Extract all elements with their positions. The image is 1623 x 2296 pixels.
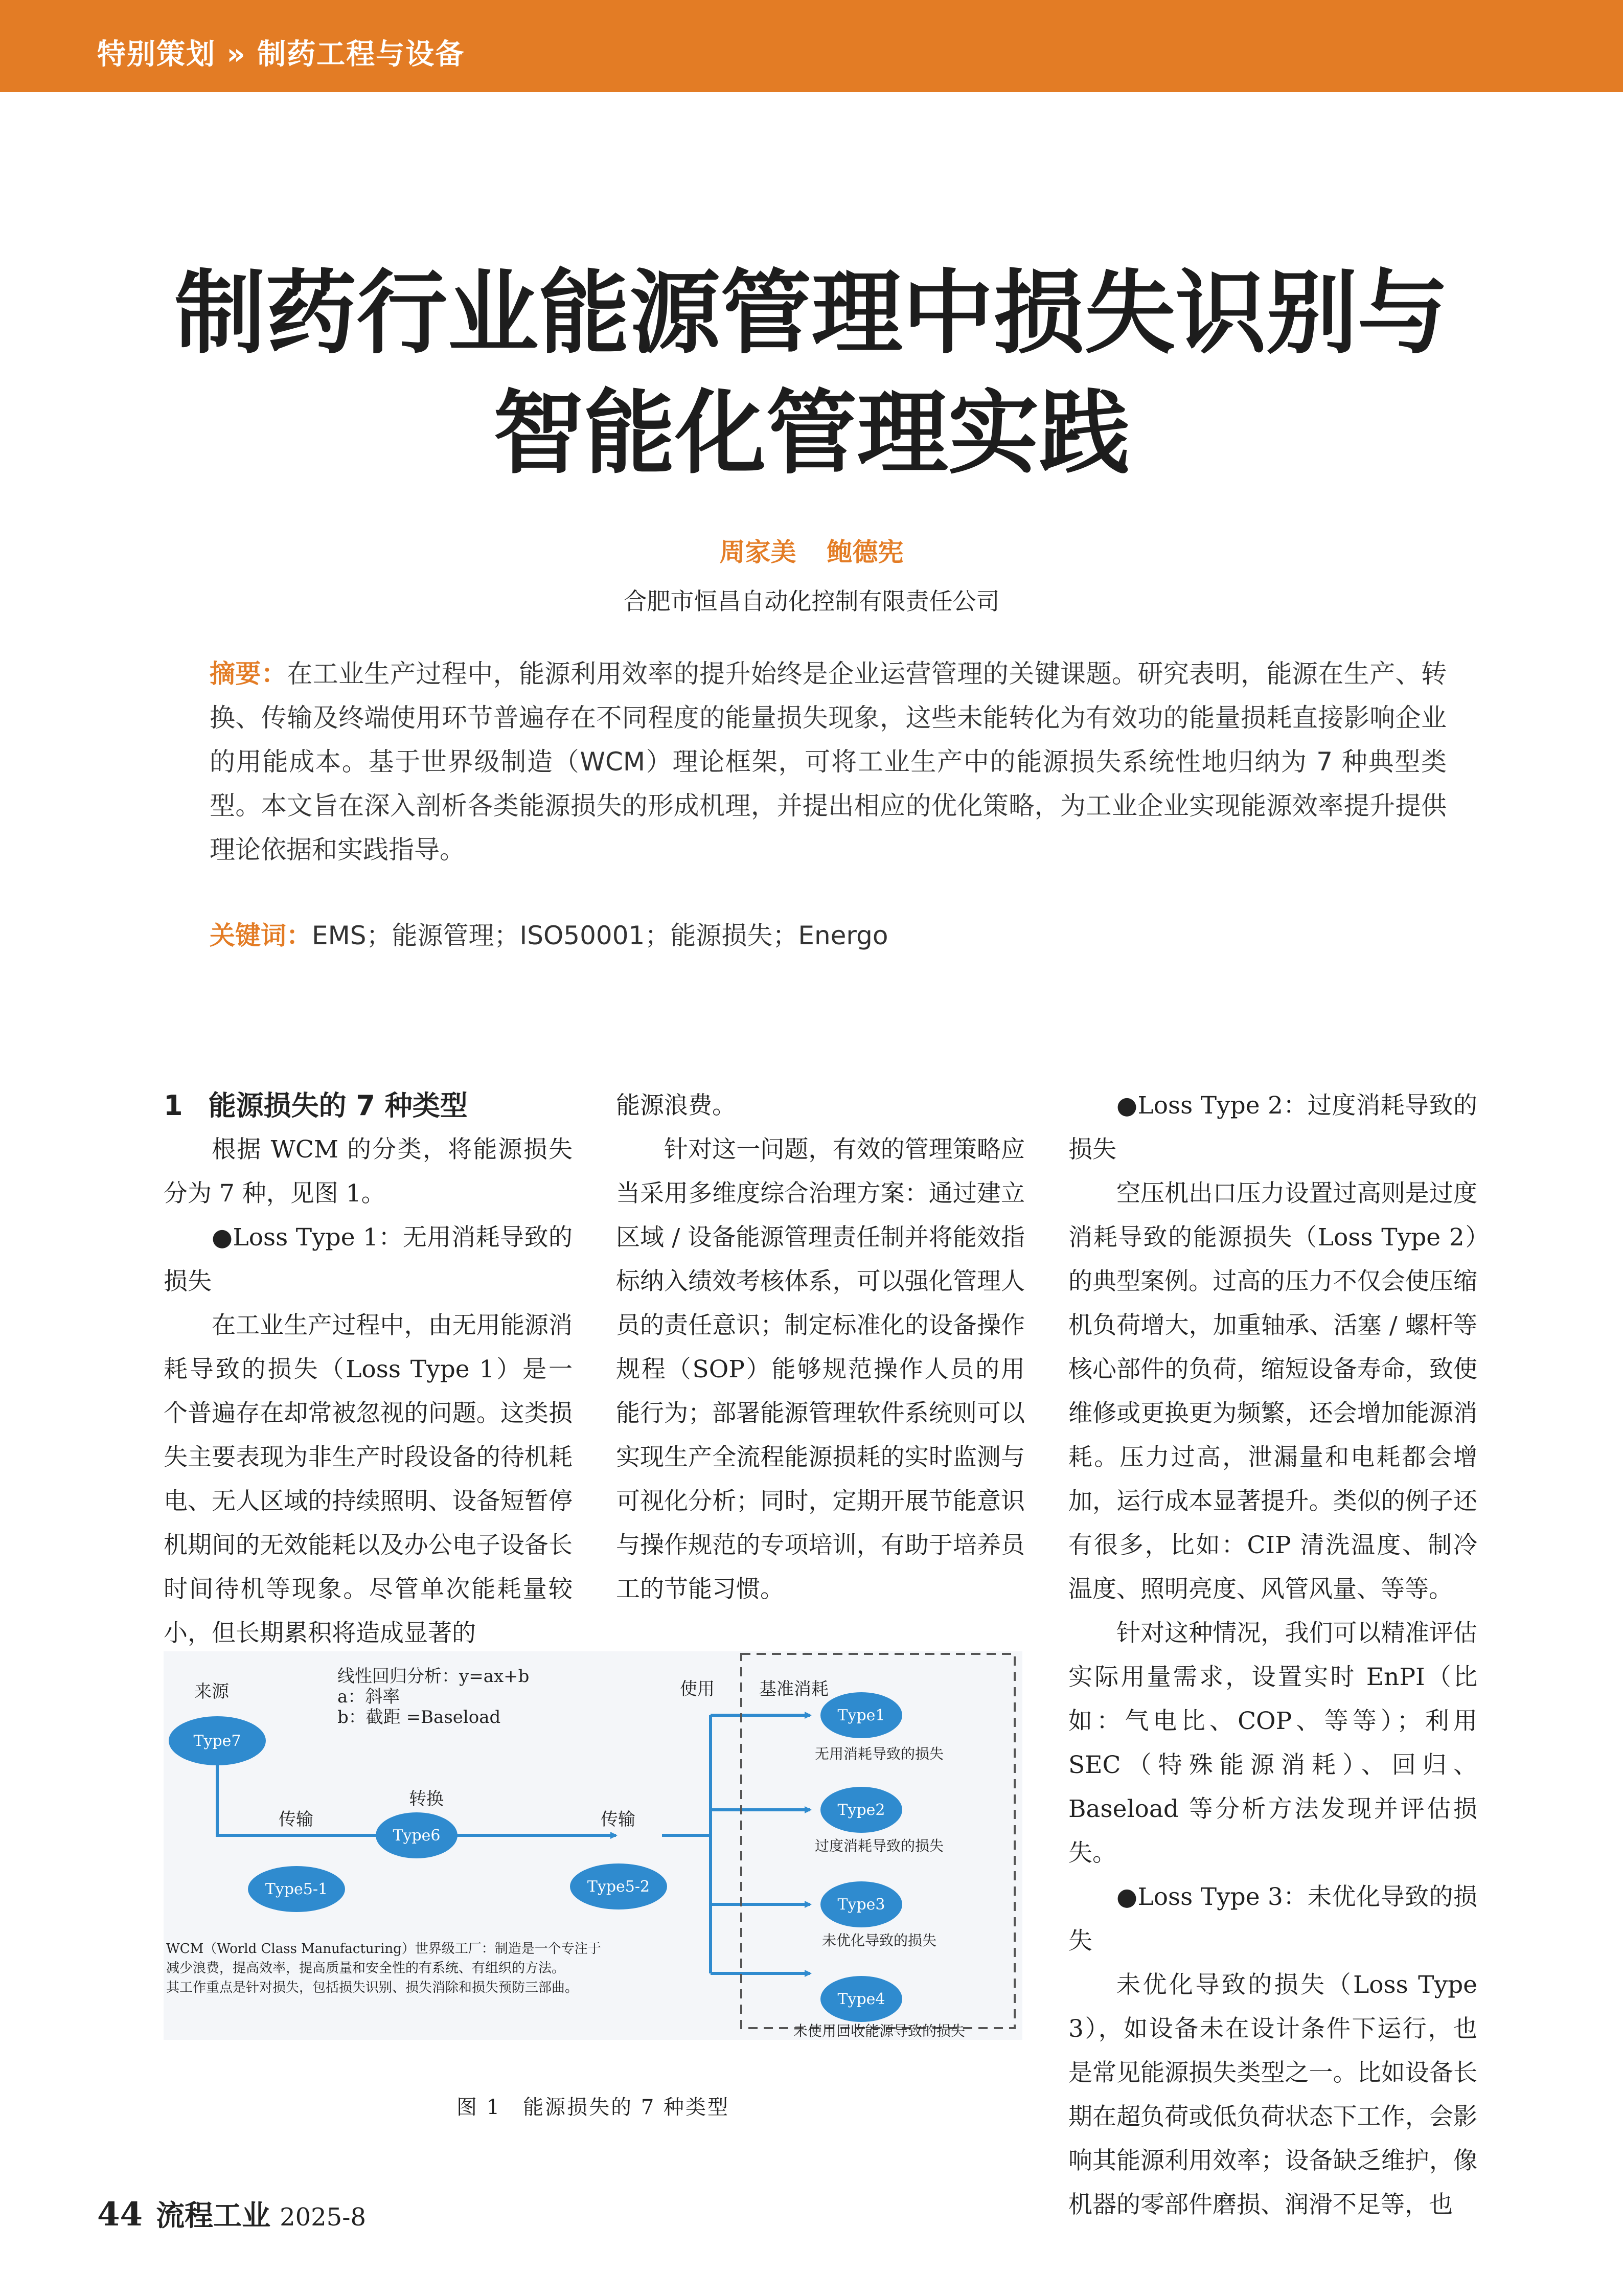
type4-description: 未使用回收能源导致的损失: [793, 2022, 966, 2039]
figure-caption: 图 1 能源损失的 7 种类型: [456, 2096, 730, 2119]
wcm-note-line-2: 减少浪费，提高效率，提高质量和安全性的有系统、有组织的方法。: [166, 1961, 565, 1976]
body-column-1: [164, 1084, 573, 1655]
affiliation: 合肥市恒昌自动化控制有限责任公司: [623, 587, 1000, 615]
author-1: 周家美: [719, 537, 796, 567]
issue-number: 2025-8: [280, 2203, 366, 2232]
type6-label: Type6: [393, 1827, 441, 1845]
section-heading: [164, 1084, 573, 1128]
paragraph: 空压机出口压力设置过高则是过度消耗导致的能源损失（Loss Type 2）的典型案例。过高的压力不仅会使压缩机负荷增大，加重轴承、活塞 / 螺杆等核心部件的负荷，缩短设备寿命，致使维修或更换更为频繁，还会增加能源消耗。压力过高，泄漏量和电耗都会增加，运行成本显著提升。类似的例子还有很多，比如：CIP 清洗温度、制冷温度、照明亮度、风管风量、等等。: [1068, 1179, 1477, 1603]
wcm-note-line-3: 其工作重点是针对损失，包括损失识别、损失消除和损失预防三部曲。: [166, 1980, 579, 1995]
title-line-2: 智能化管理实践: [493, 380, 1130, 486]
type1-label: Type1: [837, 1707, 885, 1724]
convert-label: 转换: [409, 1789, 444, 1809]
regression-line-2: a：斜率: [337, 1687, 400, 1707]
body-column-2: [616, 1084, 1025, 1611]
type1-description: 无用消耗导致的损失: [814, 1745, 944, 1762]
abstract-text: 在工业生产过程中，能源利用效率的提升始终是企业运营管理的关键课题。研究表明，能源在生产、转换、传输及终端使用环节普遍存在不同程度的能量损失现象，这些未能转化为有效功的能量损耗直接影响企业的用能成本。基于世界级制造（WCM）理论框架，可将工业生产中的能源损失系统性地归纳为 7 种典型类型。本文旨在深入剖析各类能源损失的形成机理，并提出相应的优化策略，为工业企业实现能源效率提升提供理论依据和实践指导。: [210, 659, 1447, 865]
source-label: 来源: [194, 1681, 229, 1702]
type2-description: 过度消耗导致的损失: [814, 1837, 944, 1854]
article-title: [0, 253, 1623, 493]
transfer-label-1: 传输: [279, 1809, 313, 1830]
authors: [0, 532, 1623, 569]
type3-description: 未优化导致的损失: [821, 1932, 937, 1949]
regression-line-3: b：截距 =Baseload: [337, 1707, 501, 1727]
type7-label: Type7: [193, 1732, 241, 1750]
abstract-label: 摘要：: [210, 659, 287, 689]
page-footer: [97, 2193, 366, 2234]
keywords: [210, 915, 1447, 952]
regression-line-1: 线性回归分析：y=ax+b: [337, 1666, 530, 1687]
section-label: 特别策划 » 制药工程与设备: [97, 38, 465, 71]
type2-label: Type2: [837, 1801, 885, 1819]
section-title: 能源损失的 7 种类型: [208, 1089, 468, 1122]
baseline-label: 基准消耗: [759, 1679, 829, 1699]
type5-2-label: Type5-2: [587, 1878, 650, 1896]
paragraph: 根据 WCM 的分类，将能源损失分为 7 种，见图 1。: [164, 1135, 573, 1208]
journal-name: 流程工业: [156, 2199, 271, 2233]
wcm-note-line-1: WCM（World Class Manufacturing）世界级工厂：制造是一个专注于: [166, 1941, 601, 1957]
paragraph: 针对这一问题，有效的管理策略应当采用多维度综合治理方案：通过建立区域 / 设备能源管理责任制并将能效指标纳入绩效考核体系，可以强化管理人员的责任意识；制定标准化的设备操作规程（SOP）能够规范操作人员的用能行为；部署能源管理软件系统则可以实现生产全流程能源损耗的实时监测与可视化分析；同时，定期开展节能意识与操作规范的专项培训，有助于培养员工的节能习惯。: [616, 1135, 1025, 1603]
transfer-label-2: 传输: [601, 1809, 635, 1830]
type4-label: Type4: [837, 1990, 885, 2008]
figure-1: [164, 1651, 1022, 2040]
type3-label: Type3: [837, 1896, 885, 1914]
loss-type-diagram: [164, 1651, 1022, 2040]
type5-1-label: Type5-1: [265, 1880, 328, 1898]
abstract: [210, 652, 1447, 872]
page-number: 44: [97, 2195, 143, 2234]
section-number: 1: [164, 1089, 183, 1122]
paragraph: 针对这种情况，我们可以精准评估实际用量需求，设置实时 EnPI（比如：气电比、COP、等等）；利用 SEC（特殊能源消耗）、回归、Baseload 等分析方法发现并评估损失。: [1068, 1619, 1477, 1867]
loss-type-2-heading: ●Loss Type 2：过度消耗导致的损失: [1068, 1092, 1477, 1164]
loss-type-3-heading: ●Loss Type 3：未优化导致的损失: [1068, 1883, 1477, 1955]
author-2: 鲍德宪: [827, 537, 904, 567]
loss-type-1-heading: ●Loss Type 1：无用消耗导致的损失: [164, 1223, 573, 1295]
use-label: 使用: [680, 1679, 715, 1699]
paragraph: 能源浪费。: [616, 1092, 736, 1120]
title-line-1: 制药行业能源管理中损失识别与: [174, 260, 1449, 366]
header-bar: [0, 0, 1623, 92]
keywords-label: 关键词：: [210, 921, 312, 950]
body-column-3: [1068, 1084, 1477, 2227]
paragraph: 在工业生产过程中，由无用能源消耗导致的损失（Loss Type 1）是一个普遍存在却常被忽视的问题。这类损失主要表现为非生产时段设备的待机耗电、无人区域的持续照明、设备短暂停机期间的无效能耗以及办公电子设备长时间待机等现象。尽管单次能耗量较小，但长期累积将造成显著的: [164, 1311, 573, 1647]
keywords-text: EMS；能源管理；ISO50001；能源损失；Energo: [312, 921, 888, 950]
paragraph: 未优化导致的损失（Loss Type 3），如设备未在设计条件下运行，也是常见能源损失类型之一。比如设备长期在超负荷或低负荷状态下工作，会影响其能源利用效率；设备缺乏维护，像机器的零部件磨损、润滑不足等，也: [1068, 1971, 1477, 2219]
